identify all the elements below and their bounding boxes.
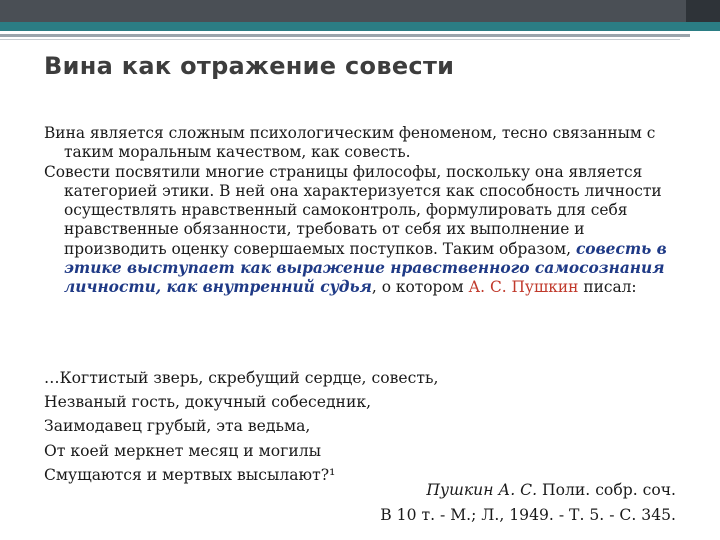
citation-work: Поли. собр. соч. (537, 481, 676, 499)
poem-line: От коей меркнет месяц и могилы (44, 441, 322, 460)
highlighted-definition: совесть в этике выступает как выражение нравственного самосознания личности, как внутренний судья (64, 239, 667, 297)
header-stripe (0, 22, 720, 31)
paragraph-2-middle: , о котором (371, 278, 469, 297)
citation-author: Пушкин А. С. (426, 481, 538, 499)
author-name: А. С. Пушкин (468, 278, 579, 297)
header-divider-thin (0, 39, 680, 40)
poem-quote (44, 366, 684, 487)
paragraph-2-end: писал: (578, 278, 637, 297)
poem-line: Заимодавец грубый, эта ведьма, (44, 417, 311, 436)
citation-source (380, 478, 676, 503)
poem-line: Смущаются и мертвых высылают?¹ (44, 465, 336, 484)
poem-line: …Когтистый зверь, скребущий сердце, совесть, (44, 369, 439, 387)
header-divider (0, 34, 690, 37)
header-bar (0, 0, 720, 22)
citation-details: В 10 т. - М.; Л., 1949. - Т. 5. - С. 345. (380, 506, 676, 524)
paragraph-2 (44, 163, 684, 298)
citation (380, 478, 676, 528)
poem-line: Незваный гость, докучный собеседник, (44, 393, 372, 412)
paragraph-1: Вина является сложным психологическим феноменом, тесно связанным с таким моральным качеством, как совесть. (44, 124, 656, 162)
slide-body (44, 124, 684, 298)
header-accent (686, 0, 720, 22)
slide-title: Вина как отражение совести (44, 52, 455, 80)
paragraph-2-text: Совести посвятили многие страницы философы, поскольку она является категорией этики. В ней она характеризуется как способность личности осуществлять нравственный самоконтроль, формулировать для себя нравственные обязанности, требовать от себя их выполнение и производить оценку совершаемых поступков. Таким образом, (44, 162, 662, 258)
